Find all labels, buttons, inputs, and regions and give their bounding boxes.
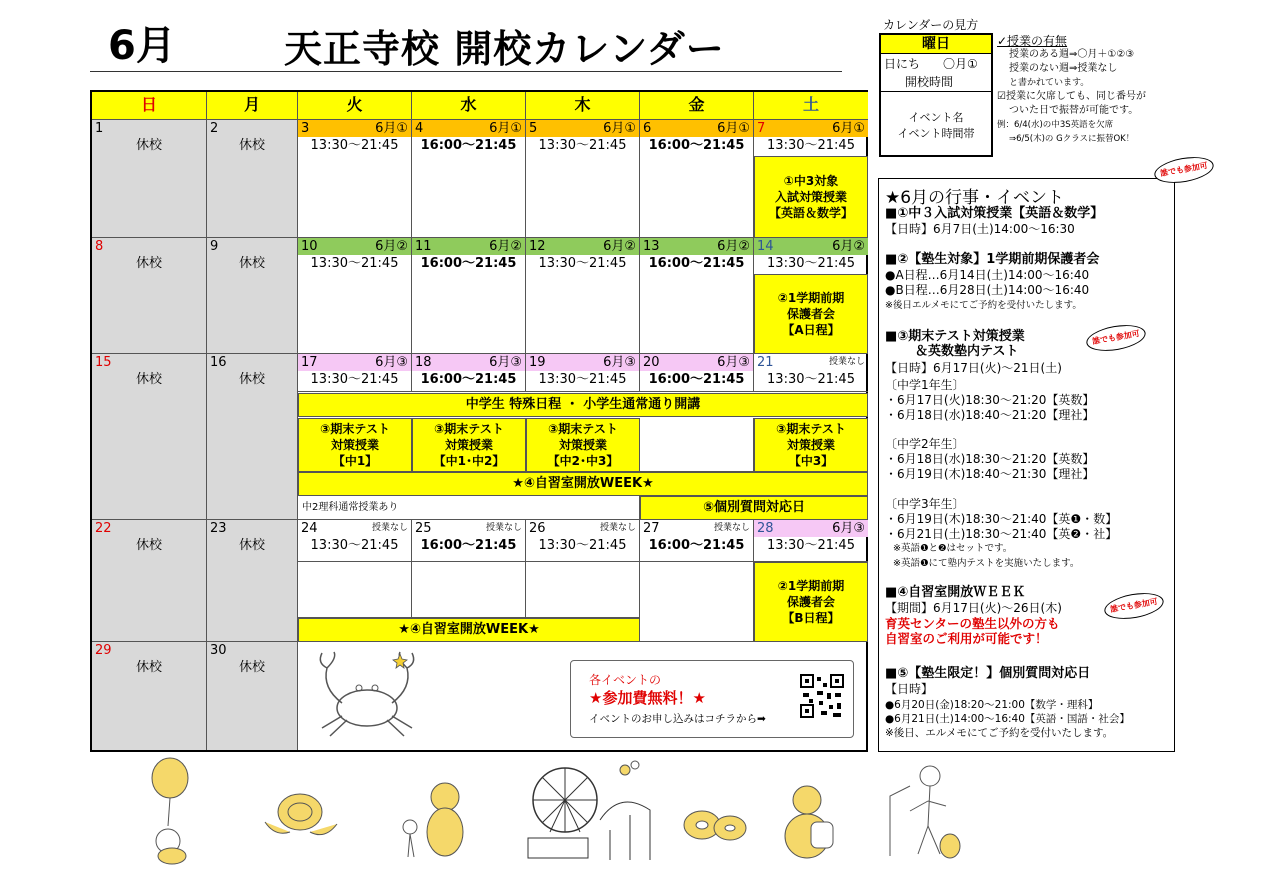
events-title: ★6月の行事・イベント	[885, 188, 1065, 208]
bear-balloon-illustration	[140, 756, 200, 866]
event-test-prep-3: ③期末テスト 対策授業 【中3】	[754, 418, 868, 472]
legend-date: 日にち	[884, 57, 921, 71]
legend-tag: 〇月①	[943, 57, 978, 71]
legend-date-row	[881, 53, 991, 92]
event-heading: ■④自習室開放ＷＥＥＫ	[885, 585, 1026, 600]
banner-line2: ★参加費無料！★	[589, 689, 706, 707]
open-to-all-bubble: 誰でも参加可	[1084, 321, 1147, 355]
event-line: 〔中学3年生〕	[885, 497, 965, 511]
legend-title: カレンダーの見方	[883, 18, 979, 32]
day-cell: 13 6月② 16:00～21:45	[640, 238, 754, 354]
event-note: ※後日、エルメモにてご予約を受付いたします。	[885, 727, 1114, 739]
day-cell: 4 6月① 16:00～21:45	[412, 120, 526, 238]
weekday-sat: 土	[754, 92, 868, 120]
day-cell: 12 6月② 13:30～21:45	[526, 238, 640, 354]
event-line: ・6月18日(水)18:30～21:20【英数】	[885, 452, 1095, 466]
day-cell: 10 6月② 13:30～21:45	[298, 238, 412, 354]
day-cell: 28 6月③ 13:30～21:45	[754, 520, 868, 562]
events-panel	[878, 178, 1175, 752]
event-line: 【期間】6月17日(火)～26日(木)	[885, 601, 1062, 615]
banner-line1: 各イベントの	[589, 673, 662, 687]
event-special-schedule: 中学生 特殊日程 ・ 小学生通常通り開講	[298, 393, 868, 417]
event-line: ・6月18日(水)18:40～21:20【理社】	[885, 408, 1095, 422]
day-cell: 8 休校	[92, 238, 207, 354]
boy-bear-illustration	[880, 756, 980, 866]
event-highlight: 自習室のご利用が可能です！	[885, 631, 1048, 646]
legend-note: ✓授業の有無	[997, 34, 1068, 48]
event-line: ●A日程…6月14日(土)14:00～16:40	[885, 268, 1090, 282]
page-title: 天正寺校 開校カレンダー	[284, 27, 725, 71]
day-cell	[92, 120, 207, 238]
event-line: 【日時】6月7日(土)14:00～16:30	[885, 222, 1075, 236]
cookies-illustration	[255, 782, 345, 852]
day-cell: 30 休校	[207, 642, 298, 750]
open-to-all-bubble: 誰でも参加可	[1102, 589, 1165, 623]
event-heading: ＆英数塾内テスト	[915, 344, 1019, 359]
event-highlight: 育英センターの塾生以外の方も	[885, 616, 1060, 631]
event-line: ●6月20日(金)18:20～21:00【数学・理科】	[885, 699, 1099, 711]
day-cell: 29 休校	[92, 642, 207, 750]
day-cell: 22 休校	[92, 520, 207, 642]
event-parent-meeting-b: ②1学期前期 保護者会 【B日程】	[754, 562, 868, 642]
event-individual-questions: ⑤個別質問対応日	[640, 496, 868, 520]
legend-notes	[997, 34, 1177, 146]
weekday-mon: 月	[207, 92, 298, 120]
banner-line3: イベントのお申し込みはコチラから➡	[589, 713, 766, 725]
event-line: ●6月21日(土)14:00～16:40【英語・国語・社会】	[885, 713, 1130, 725]
empty-cell	[640, 562, 754, 642]
event-note: ※英語❶と❷はセットです。	[893, 543, 1013, 554]
day-cell: 25 授業なし 16:00～21:45	[412, 520, 526, 562]
day-cell: 21 授業なし 13:30～21:45	[754, 354, 868, 392]
legend-note: と書かれています。	[1009, 78, 1090, 88]
event-heading: ■⑤【塾生限定！】個別質問対応日	[885, 666, 1091, 681]
event-line: 【日時】	[885, 682, 934, 696]
event-study-room-week-2: ★④自習室開放WEEK★	[298, 618, 640, 642]
day-cell: 5 6月① 13:30～21:45	[526, 120, 640, 238]
empty-cell	[526, 562, 640, 618]
bear-piglet-illustration	[390, 772, 480, 862]
event-test-prep-1: ③期末テスト 対策授業 【中1】	[298, 418, 412, 472]
day-cell: 27 授業なし 16:00～21:45	[640, 520, 754, 562]
qr-code-icon[interactable]	[799, 673, 845, 719]
legend-event: イベント名 イベント時間帯	[897, 111, 975, 140]
day-cell: 26 授業なし 13:30～21:45	[526, 520, 640, 562]
event-heading: ■①中３入試対策授業【英語＆数学】	[885, 206, 1104, 221]
event-line: ・6月19日(木)18:30～21:40【英❶・数】	[885, 512, 1118, 526]
legend-note: 例：6/4(水)の中3S英語を欠席	[997, 120, 1114, 130]
event-line: 【日時】6月17日(火)～21日(土)	[885, 361, 1062, 375]
day-cell: 9 休校	[207, 238, 298, 354]
legend-note: ついた日で振替が可能です。	[1009, 105, 1139, 116]
day-cell: 24 授業なし 13:30～21:45	[298, 520, 412, 562]
weekday-thu: 木	[526, 92, 640, 120]
page-month: 6月	[108, 23, 176, 69]
day-cell: 14 6月② 13:30～21:45	[754, 238, 868, 354]
event-line: 〔中学1年生〕	[885, 378, 965, 392]
closed-label: 休校	[238, 138, 265, 153]
day-cell: 6 6月① 16:00～21:45	[640, 120, 754, 238]
legend-note: ⇒6/5(木)の Gクラスに振替OK！	[1009, 134, 1135, 144]
day-cell: 7 6月① 13:30～21:45	[754, 120, 868, 238]
event-line: ・6月17日(火)18:30～21:20【英数】	[885, 393, 1095, 407]
legend-weekday: 曜日	[881, 35, 991, 54]
event-line: ・6月21日(土)18:30～21:40【英❷・社】	[885, 527, 1118, 541]
event-note: ※英語❶にて塾内テストを実施いたします。	[893, 558, 1080, 569]
science-note: 中2理科通常授業あり	[298, 496, 640, 520]
title-underline	[90, 71, 842, 72]
weekday-tue: 火	[298, 92, 412, 120]
weekday-wed: 水	[412, 92, 526, 120]
day-cell: 18 6月③ 16:00～21:45	[412, 354, 526, 392]
legend-note: ☑授業に欠席しても、同じ番号が	[997, 91, 1146, 102]
legend-hours: 開校時間	[905, 75, 954, 89]
day-cell: 15 休校	[92, 354, 207, 520]
day-cell	[207, 120, 298, 238]
empty-cell	[298, 562, 412, 618]
event-note: ※後日エルメモにてご予約を受付いたします。	[885, 300, 1082, 311]
legend-note: 授業のある週⇒〇月＋①②③	[1009, 49, 1135, 60]
calendar-grid	[90, 90, 868, 752]
day-cell: 11 6月② 16:00～21:45	[412, 238, 526, 354]
day-cell: 19 6月③ 13:30～21:45	[526, 354, 640, 392]
free-event-banner[interactable]	[570, 660, 854, 738]
amusement-park-illustration	[520, 760, 660, 865]
event-heading: ■③期末テスト対策授業	[885, 329, 1025, 344]
event-line: 〔中学2年生〕	[885, 437, 965, 451]
legend-note: 授業のない週⇒授業なし	[1009, 63, 1118, 74]
event-test-prep-23: ③期末テスト 対策授業 【中2･中3】	[526, 418, 640, 472]
event-test-prep-12: ③期末テスト 対策授業 【中1･中2】	[412, 418, 526, 472]
day-number: 2	[210, 121, 219, 136]
empty-cell	[640, 418, 754, 472]
day-cell: 17 6月③ 13:30～21:45	[298, 354, 412, 392]
event-study-room-week: ★④自習室開放WEEK★	[298, 472, 868, 496]
crab-illustration	[312, 648, 422, 738]
day-number: 1	[95, 121, 104, 136]
day-cell: 16 休校	[207, 354, 298, 520]
day-cell: 23 休校	[207, 520, 298, 642]
event-line: ●B日程…6月28日(土)14:00～16:40	[885, 283, 1090, 297]
legend-box	[879, 33, 993, 157]
event-entrance-prep: ①中3対象 入試対策授業 【英語＆数学】	[754, 156, 868, 238]
event-heading: ■②【塾生対象】1学期前期保護者会	[885, 252, 1100, 267]
event-line: ・6月19日(木)18:40～21:30【理社】	[885, 467, 1095, 481]
weekday-fri: 金	[640, 92, 754, 120]
weekday-sun: 日	[92, 92, 207, 120]
open-to-all-bubble: 誰でも参加可	[1152, 153, 1215, 187]
bear-honeypot-illustration	[775, 778, 845, 863]
empty-cell	[412, 562, 526, 618]
closed-label: 休校	[136, 138, 163, 153]
event-parent-meeting-a: ②1学期前期 保護者会 【A日程】	[754, 274, 868, 354]
day-cell: 3 6月① 13:30～21:45	[298, 120, 412, 238]
day-cell: 20 6月③ 16:00～21:45	[640, 354, 754, 392]
donut-illustration	[680, 800, 750, 850]
